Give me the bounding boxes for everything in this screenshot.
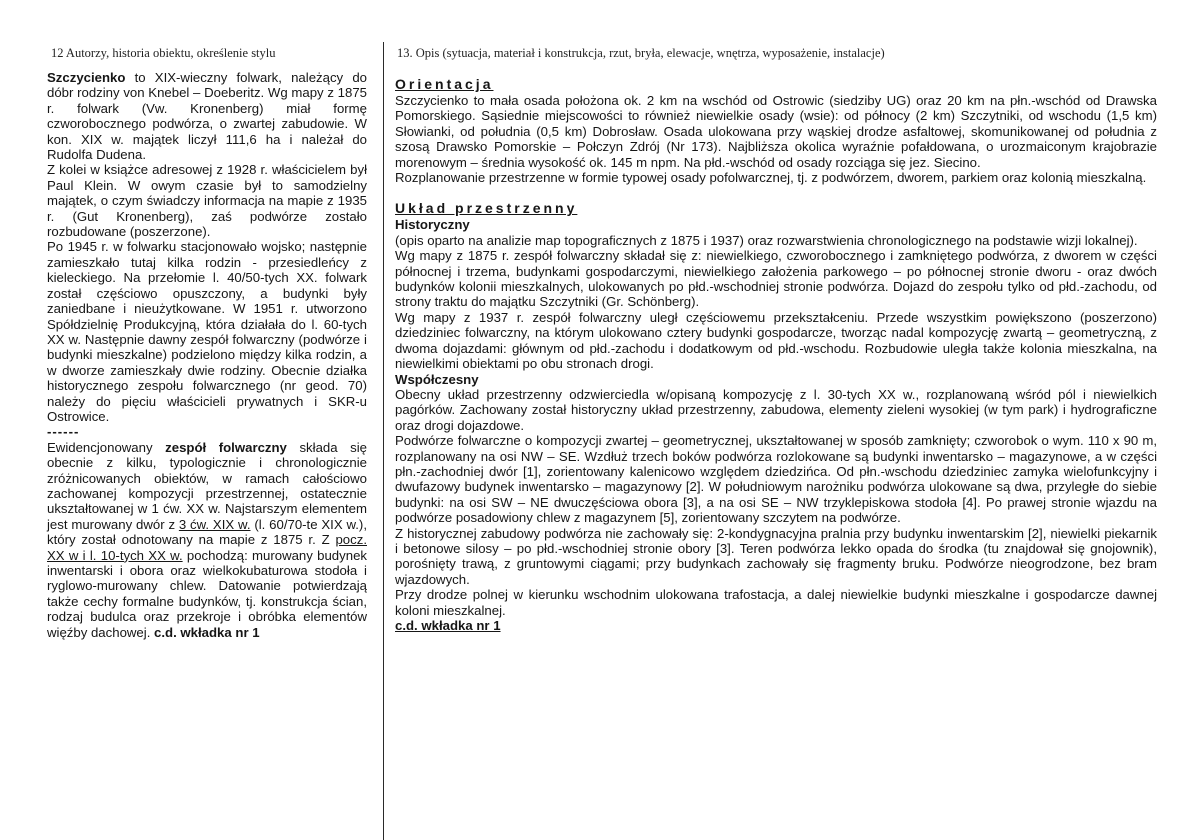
place-name: Szczycienko — [47, 70, 126, 85]
orientation-paragraph-1: Szczycienko to mała osada położona ok. 2 km na wschód od Ostrowic (siedziby UG) oraz 20 km na płn.-wschód od Drawska Pomorskiego. Sąsiednie miejscowości to również niewielkie osady (wsie): od północy (2 km) Szczytniki, od wschodu (1,5 km) Słowianki, od południa (0,5 km) Dobrosław. Osada ulokowana przy wąskiej drodze asfaltowej, skomunikowanej od południa z szosą Drawsko Pomorskie – Połczyn Zdrój (Nr 173). Najbliższa okolica wyraźnie pofałdowana, o urozmaiconym krajobrazie morenowym – średnia wysokość ok. 145 m npm. Na płd.-wschód od osady rozciąga się jez. Siecino. — [395, 93, 1157, 170]
subsection-title-historical: Historyczny — [395, 217, 470, 233]
continued-note-left: c.d. wkładka nr 1 — [154, 624, 260, 640]
right-column-header: 13. Opis (sytuacja, materiał i konstrukcja, rzut, bryła, elewacje, wnętrza, wyposażenie, instalacje) — [397, 46, 885, 60]
column-divider — [383, 42, 384, 840]
continued-note-right: c.d. wkładka nr 1 — [395, 618, 501, 633]
orientation-paragraph-2: Rozplanowanie przestrzenne w formie typowej osady pofolwarcznej, tj. z podwórzem, dworem, parkiem oraz kolonią mieszkalną. — [395, 170, 1147, 186]
contemporary-paragraph-3: Z historycznej zabudowy podwórza nie zachowały się: 2-kondygnacyjna pralnia przy budynku inwentarskim [2], niewielki piekarnik i betonowe silosy – po płd.-wschodniej stronie obory [3]. Teren podwórza lekko opada do środka (tu znajdował się gnojownik), porośnięty trawą, z gruntowymi ciągami; przy budynkach zachowały się fragmenty bruku. Podwórze nieogrodzone, bez bram wjazdowych. — [395, 525, 1157, 587]
contemporary-paragraph-2: Podwórze folwarczne o kompozycji zwartej – geometrycznej, ukształtowanej w sposób zamknięty; czworobok o wym. 110 x 90 m, rozplanowany na osi NW – SE. Wzdłuż trzech boków podwórza rozlokowane są budynki inwentarsko – magazynowe, a w części płn.-zachodniej dwór [1], zorientowany kalenicowo względem dziedzińca. Od płn.-wschodu dziedziniec zamyka wielofunkcyjny i dwufazowy budynek inwentarsko – magazynowy [2]. W południowym narożniku podwórza ulokowane są dwa, przyległe do siebie budynki: na osi SW – NE dwuczęściowa obora [3], a na osi SE – NW trzyklepiskowa stodoła [4]. Po prawej stronie wjazdu na podwórze posadowiony chlew z magazynem [5], zorientowany szczytem na podwórze. — [395, 433, 1157, 526]
subsection-title-contemporary: Współczesny — [395, 371, 479, 387]
historical-paragraph-3: Wg mapy z 1937 r. zespół folwarczny uległ częściowemu przekształceniu. Przede wszystkim powiększono (poszerzono) dziedziniec folwarczny, na którym ulokowano cztery budynki gospodarcze, tworząc nadal kompozycję zwartą – geometryczną, z dwoma dojazdami: głównym od płd.-zachodu i dodatkowym od płd.-wschodu. Rozbudowie uległa także kolonia mieszkalna, na niewielkimi obiektami po obu stronach drogi. — [395, 309, 1157, 372]
section-separator: ------ — [47, 424, 80, 440]
style-paragraph: Ewidencjonowany zespół folwarczny składa się obecnie z kilku, typologicznie i chronologicznie zróżnicowanych obiektów, w ramach całościowo zachowanej kompozycji przestrzennej, ostatecznie ukształtowanej w 1 ćw. XX w. Najstarszym elementem jest murowany dwór z 3 ćw. XIX w. (l. 60/70-te XIX w.), który został odnotowany na mapie z 1875 r. Z pocz. XX w i l. 10-tych XX w. pochodzą: murowany budynek inwentarski i obora oraz wielkokubaturowa stodoła i ryglowo-murowany chlew. Datowanie potwierdzają także cechy formalne budynków, tj. konstrukcja ścian, rodzaj budulca oraz przekroje i obróbka elementów więźby dachowej. c.d. wkładka nr 1 — [47, 439, 368, 640]
history-paragraph-1: Szczycienko to XIX-wieczny folwark, należący do dóbr rodziny von Knebel – Doeberitz. Wg mapy z 1875 r. folwark (Vw. Kronenberg) miał formę czworobocznego podwórza, o zwartej zabudowie. W kon. XIX w. majątek liczył 111,6 ha i należał do Rudolfa Dudena. — [47, 70, 367, 163]
left-column — [47, 70, 367, 640]
section-title-orientation: Orientacja — [395, 76, 494, 92]
historical-paragraph-2: Wg mapy z 1875 r. zespół folwarczny składał się z: niewielkiego, czworobocznego i zamkniętego podwórza, z dworem w części północnej i trzema, budynkami gospodarczymi, niewielkiego założenia parkowego – po północnej stronie dworu - oraz dwóch budynków kolonii mieszkalnych, ulokowanych po płd.-wschodniej stronie podwórza. Dojazd do zespołu tylko od płd.-zachodu, od strony traktu do majątku Szczytniki (Gr. Schönberg). — [395, 248, 1157, 310]
historical-paragraph-1: (opis oparto na analizie map topograficznych z 1875 i 1937) oraz rozwarstwienia chronologicznego na podstawie wizji lokalnej). — [395, 232, 1138, 248]
contemporary-paragraph-1: Obecny układ przestrzenny odzwierciedla w/opisaną kompozycję z l. 30-tych XX w., rozplanowaną wśród pól i niewielkich pagórków. Zachowany został historyczny układ przestrzenny, zabudowa, elementy zieleni wysokiej (w tym park) i hydrograficzne oraz drogi dojazdowe. — [395, 386, 1157, 433]
history-paragraph-2: Z kolei w książce adresowej z 1928 r. właścicielem był Paul Klein. W owym czasie był to samodzielny majątek, o czym świadczy informacja na mapie z 1935 r. (Gut Kronenberg), zaś podwórze zostało rozbudowane (poszerzone). — [47, 162, 367, 240]
history-paragraph-3: Po 1945 r. w folwarku stacjonowało wojsko; następnie zamieszkało tutaj kilka rodzin - przesiedleńcy z kieleckiego. Na przełomie l. 40/50-tych XX. folwark został częściowo opuszczony, a budynki były zaniedbane i nieużytkowane. W 1951 r. utworzono Spółdzielnię Produkcyjną, która działała do l. 60-tych XX w. Następnie dawny zespół folwarczny (podwórze i budynki mieszkalne) podzielono między kilka rodzin, a w dworze zamieszkały dwie rodziny. Obecnie działka historycznego zespołu folwarcznego (nr geod. 70) należy do pięciu właścicieli prywatnych i SKR-u Ostrowice. — [47, 239, 367, 424]
contemporary-paragraph-4: Przy drodze polnej w kierunku wschodnim ulokowana trafostacja, a dalej niewielkie budynki mieszkalne i gospodarcze dawnej koloni mieszkalnej. — [395, 587, 1157, 618]
right-column — [395, 76, 1157, 633]
left-column-header: 12 Autorzy, historia obiektu, określenie stylu — [51, 46, 276, 60]
section-title-layout: Układ przestrzenny — [395, 200, 578, 217]
